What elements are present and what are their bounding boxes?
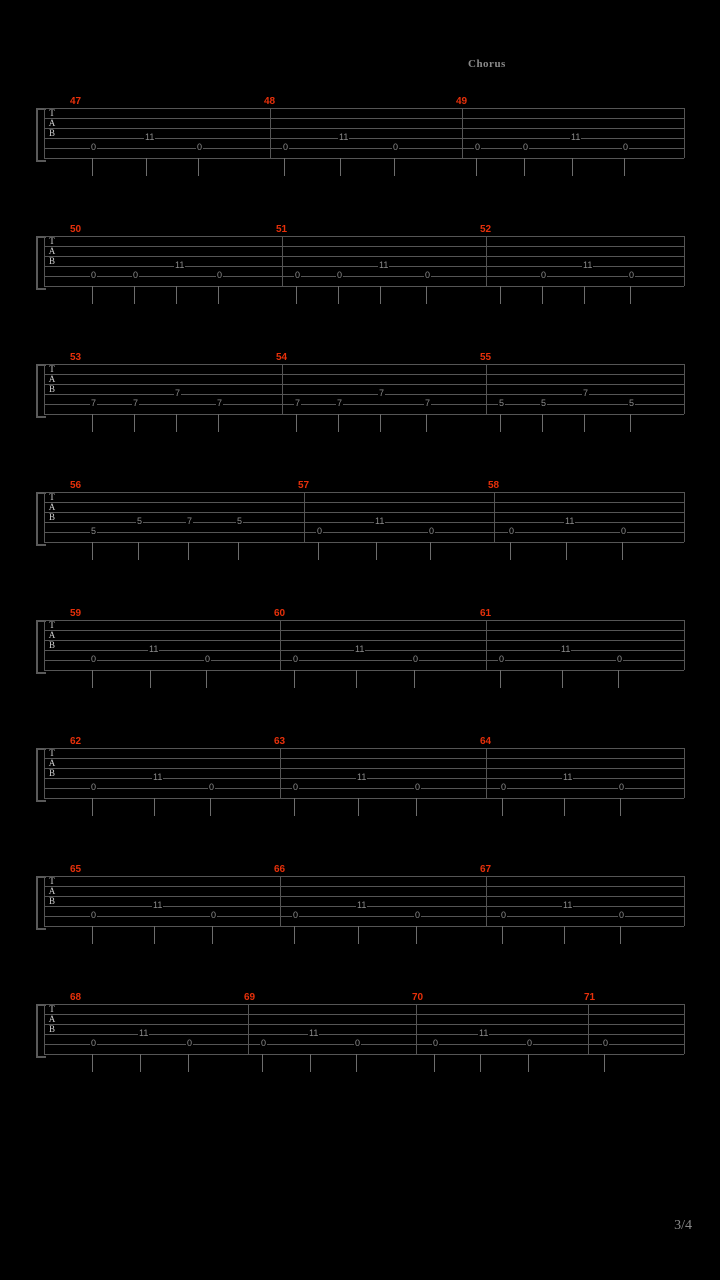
- barline: [282, 364, 283, 414]
- tab-system: [36, 352, 684, 442]
- note-stem: [500, 286, 501, 304]
- note-stem: [426, 286, 427, 304]
- tab-note: 11: [355, 644, 365, 654]
- tab-clef-letter: A: [48, 758, 56, 768]
- measure-number: 48: [264, 96, 276, 107]
- note-stem: [356, 670, 357, 688]
- barline: [684, 1004, 685, 1054]
- staff-line: [44, 758, 684, 759]
- measure-number: 54: [276, 352, 288, 363]
- note-stem: [338, 414, 339, 432]
- tab-clef-letter: T: [49, 108, 55, 118]
- note-stem: [210, 798, 211, 816]
- note-stem: [480, 1054, 481, 1072]
- tab-note: 11: [339, 132, 349, 142]
- measure-number: 62: [70, 736, 82, 747]
- tab-clef-letter: B: [48, 128, 55, 138]
- barline: [462, 108, 463, 158]
- note-stem: [564, 926, 565, 944]
- tab-note: 11: [583, 260, 593, 270]
- note-stem: [500, 414, 501, 432]
- tab-note: 0: [541, 270, 547, 280]
- staff-line: [44, 286, 684, 287]
- staff-line: [44, 404, 684, 405]
- tab-note: 5: [629, 398, 635, 408]
- tab-note: 11: [479, 1028, 489, 1038]
- tab-note: 11: [565, 516, 575, 526]
- note-stem: [566, 542, 567, 560]
- measure-number: 60: [274, 608, 286, 619]
- tab-note: 0: [295, 270, 301, 280]
- note-stem: [294, 926, 295, 944]
- tab-note: 0: [197, 142, 203, 152]
- staff-line: [44, 384, 684, 385]
- tab-note: 7: [187, 516, 193, 526]
- barline: [44, 748, 45, 798]
- staff-line: [44, 118, 684, 119]
- note-stem: [92, 670, 93, 688]
- barline: [684, 236, 685, 286]
- staff-line: [44, 886, 684, 887]
- tab-note: 0: [619, 782, 625, 792]
- tab-note: 0: [415, 782, 421, 792]
- staff-line: [44, 748, 684, 749]
- tab-note: 0: [429, 526, 435, 536]
- note-stem: [92, 542, 93, 560]
- tab-note: 5: [541, 398, 547, 408]
- tab-note: 11: [571, 132, 581, 142]
- barline: [282, 236, 283, 286]
- tab-note: 0: [523, 142, 529, 152]
- barline: [684, 620, 685, 670]
- barline: [494, 492, 495, 542]
- tab-note: 7: [217, 398, 223, 408]
- note-stem: [394, 158, 395, 176]
- tab-note: 0: [209, 782, 215, 792]
- note-stem: [624, 158, 625, 176]
- note-stem: [476, 158, 477, 176]
- note-stem: [318, 542, 319, 560]
- note-stem: [296, 414, 297, 432]
- barline: [684, 748, 685, 798]
- note-stem: [380, 286, 381, 304]
- note-stem: [134, 286, 135, 304]
- tab-note: 0: [617, 654, 623, 664]
- tab-note: 0: [393, 142, 399, 152]
- staff-line: [44, 138, 684, 139]
- tab-note: 0: [355, 1038, 361, 1048]
- barline: [486, 748, 487, 798]
- measure-number: 66: [274, 864, 286, 875]
- tab-note: 0: [205, 654, 211, 664]
- tab-clef-letter: B: [48, 640, 55, 650]
- tab-note: 0: [425, 270, 431, 280]
- note-stem: [92, 926, 93, 944]
- tab-note: 0: [283, 142, 289, 152]
- tab-note: 11: [149, 644, 159, 654]
- tab-note: 0: [217, 270, 223, 280]
- measure-number: 68: [70, 992, 82, 1003]
- staff-line: [44, 620, 684, 621]
- tab-note: 11: [375, 516, 385, 526]
- tab-note: 5: [137, 516, 143, 526]
- staff-line: [44, 148, 684, 149]
- tab-note: 0: [293, 782, 299, 792]
- tab-clef-letter: B: [48, 384, 55, 394]
- barline: [304, 492, 305, 542]
- tab-note: 7: [295, 398, 301, 408]
- note-stem: [524, 158, 525, 176]
- note-stem: [262, 1054, 263, 1072]
- tab-note: 0: [509, 526, 515, 536]
- note-stem: [140, 1054, 141, 1072]
- note-stem: [176, 286, 177, 304]
- tab-note: 11: [357, 900, 367, 910]
- section-label: Chorus: [468, 58, 506, 70]
- note-stem: [528, 1054, 529, 1072]
- note-stem: [188, 542, 189, 560]
- tab-clef-letter: A: [48, 246, 56, 256]
- note-stem: [434, 1054, 435, 1072]
- tab-note: 5: [91, 526, 97, 536]
- tab-note: 0: [91, 1038, 97, 1048]
- note-stem: [358, 926, 359, 944]
- staff-line: [44, 374, 684, 375]
- measure-number: 56: [70, 480, 82, 491]
- measure-number: 50: [70, 224, 82, 235]
- tab-note: 0: [317, 526, 323, 536]
- barline: [280, 620, 281, 670]
- note-stem: [154, 798, 155, 816]
- tab-clef-letter: A: [48, 374, 56, 384]
- tab-note: 0: [91, 142, 97, 152]
- barline: [486, 620, 487, 670]
- measure-number: 70: [412, 992, 424, 1003]
- tab-clef-letter: A: [48, 1014, 56, 1024]
- tab-note: 0: [413, 654, 419, 664]
- note-stem: [218, 414, 219, 432]
- barline: [588, 1004, 589, 1054]
- staff-line: [44, 364, 684, 365]
- note-stem: [92, 414, 93, 432]
- tab-note: 11: [563, 772, 573, 782]
- note-stem: [188, 1054, 189, 1072]
- tab-system: [36, 96, 684, 186]
- tab-clef-letter: B: [48, 256, 55, 266]
- barline: [44, 364, 45, 414]
- note-stem: [146, 158, 147, 176]
- tab-note: 0: [91, 910, 97, 920]
- note-stem: [502, 926, 503, 944]
- note-stem: [198, 158, 199, 176]
- note-stem: [620, 926, 621, 944]
- tab-note: 0: [527, 1038, 533, 1048]
- staff-line: [44, 128, 684, 129]
- note-stem: [502, 798, 503, 816]
- note-stem: [630, 286, 631, 304]
- tab-note: 7: [133, 398, 139, 408]
- tab-clef-letter: A: [48, 630, 56, 640]
- note-stem: [584, 414, 585, 432]
- tab-system: [36, 224, 684, 314]
- note-stem: [414, 670, 415, 688]
- staff-line: [44, 246, 684, 247]
- tab-system: [36, 736, 684, 826]
- tab-note: 0: [91, 270, 97, 280]
- tab-note: 11: [153, 772, 163, 782]
- tab-note: 0: [337, 270, 343, 280]
- tab-note: 0: [619, 910, 625, 920]
- tab-system: [36, 480, 684, 570]
- barline: [684, 364, 685, 414]
- staff-line: [44, 502, 684, 503]
- measure-number: 57: [298, 480, 310, 491]
- tab-clef-letter: T: [49, 748, 55, 758]
- tab-clef: [46, 108, 58, 158]
- tab-clef: [46, 1004, 58, 1054]
- note-stem: [356, 1054, 357, 1072]
- tab-clef-letter: T: [49, 492, 55, 502]
- barline: [44, 108, 45, 158]
- tab-clef-letter: T: [49, 1004, 55, 1014]
- barline: [44, 236, 45, 286]
- staff-line: [44, 896, 684, 897]
- tab-note: 0: [475, 142, 481, 152]
- tab-note: 0: [621, 526, 627, 536]
- staff-line: [44, 158, 684, 159]
- tab-note: 11: [561, 644, 571, 654]
- tab-note: 0: [187, 1038, 193, 1048]
- note-stem: [294, 670, 295, 688]
- tab-clef: [46, 876, 58, 926]
- measure-number: 49: [456, 96, 468, 107]
- note-stem: [206, 670, 207, 688]
- barline: [44, 1004, 45, 1054]
- tab-note: 0: [91, 654, 97, 664]
- note-stem: [584, 286, 585, 304]
- tab-note: 0: [293, 654, 299, 664]
- tab-note: 5: [499, 398, 505, 408]
- note-stem: [430, 542, 431, 560]
- note-stem: [426, 414, 427, 432]
- tab-clef: [46, 492, 58, 542]
- tab-note: 7: [337, 398, 343, 408]
- barline: [684, 108, 685, 158]
- note-stem: [338, 286, 339, 304]
- tab-note: 0: [501, 910, 507, 920]
- staff-line: [44, 916, 684, 917]
- staff-line: [44, 108, 684, 109]
- staff-line: [44, 630, 684, 631]
- barline: [486, 876, 487, 926]
- note-stem: [150, 670, 151, 688]
- measure-number: 58: [488, 480, 500, 491]
- tab-note: 0: [623, 142, 629, 152]
- tab-note: 7: [583, 388, 589, 398]
- note-stem: [92, 1054, 93, 1072]
- staff-line: [44, 492, 684, 493]
- measure-number: 67: [480, 864, 492, 875]
- note-stem: [92, 798, 93, 816]
- tab-clef-letter: A: [48, 118, 56, 128]
- note-stem: [500, 670, 501, 688]
- tab-note: 0: [603, 1038, 609, 1048]
- note-stem: [376, 542, 377, 560]
- staff-line: [44, 926, 684, 927]
- barline: [44, 492, 45, 542]
- tab-note: 11: [379, 260, 389, 270]
- tab-clef-letter: T: [49, 364, 55, 374]
- note-stem: [340, 158, 341, 176]
- note-stem: [92, 286, 93, 304]
- barline: [486, 364, 487, 414]
- measure-number: 53: [70, 352, 82, 363]
- measure-number: 64: [480, 736, 492, 747]
- tab-note: 7: [379, 388, 385, 398]
- note-stem: [92, 158, 93, 176]
- note-stem: [416, 798, 417, 816]
- tab-note: 0: [211, 910, 217, 920]
- measure-number: 63: [274, 736, 286, 747]
- tab-clef: [46, 620, 58, 670]
- measure-number: 65: [70, 864, 82, 875]
- staff-line: [44, 414, 684, 415]
- tab-system: [36, 608, 684, 698]
- tab-note: 0: [629, 270, 635, 280]
- tab-note: 11: [175, 260, 185, 270]
- staff-line: [44, 276, 684, 277]
- note-stem: [296, 286, 297, 304]
- note-stem: [134, 414, 135, 432]
- tab-note: 0: [261, 1038, 267, 1048]
- barline: [416, 1004, 417, 1054]
- barline: [684, 876, 685, 926]
- tab-clef-letter: T: [49, 236, 55, 246]
- tab-clef-letter: T: [49, 620, 55, 630]
- tab-note: 0: [433, 1038, 439, 1048]
- note-stem: [604, 1054, 605, 1072]
- barline: [684, 492, 685, 542]
- tab-note: 7: [175, 388, 181, 398]
- tab-note: 11: [153, 900, 163, 910]
- tab-note: 0: [501, 782, 507, 792]
- note-stem: [212, 926, 213, 944]
- measure-number: 47: [70, 96, 82, 107]
- note-stem: [238, 542, 239, 560]
- tab-clef-letter: B: [48, 896, 55, 906]
- tab-clef: [46, 748, 58, 798]
- note-stem: [310, 1054, 311, 1072]
- barline: [270, 108, 271, 158]
- measure-number: 69: [244, 992, 256, 1003]
- measure-number: 51: [276, 224, 288, 235]
- tab-note: 0: [499, 654, 505, 664]
- tab-note: 0: [415, 910, 421, 920]
- tab-clef: [46, 236, 58, 286]
- note-stem: [542, 286, 543, 304]
- staff-line: [44, 768, 684, 769]
- note-stem: [630, 414, 631, 432]
- note-stem: [218, 286, 219, 304]
- tab-note: 7: [91, 398, 97, 408]
- note-stem: [562, 670, 563, 688]
- tab-note: 5: [237, 516, 243, 526]
- tab-clef: [46, 364, 58, 414]
- staff-line: [44, 532, 684, 533]
- note-stem: [618, 670, 619, 688]
- tab-staff: [44, 108, 684, 158]
- tab-note: 0: [293, 910, 299, 920]
- barline: [280, 748, 281, 798]
- tab-note: 11: [139, 1028, 149, 1038]
- tab-system: [36, 992, 684, 1082]
- note-stem: [416, 926, 417, 944]
- barline: [486, 236, 487, 286]
- note-stem: [138, 542, 139, 560]
- note-stem: [542, 414, 543, 432]
- tab-clef-letter: B: [48, 512, 55, 522]
- barline: [44, 876, 45, 926]
- note-stem: [294, 798, 295, 816]
- tab-clef-letter: B: [48, 768, 55, 778]
- note-stem: [564, 798, 565, 816]
- tab-system: [36, 864, 684, 954]
- barline: [44, 620, 45, 670]
- staff-line: [44, 236, 684, 237]
- staff-line: [44, 788, 684, 789]
- staff-line: [44, 256, 684, 257]
- note-stem: [284, 158, 285, 176]
- tab-note: 11: [309, 1028, 319, 1038]
- tab-note: 0: [133, 270, 139, 280]
- tab-clef-letter: B: [48, 1024, 55, 1034]
- tab-note: 11: [145, 132, 155, 142]
- note-stem: [176, 414, 177, 432]
- barline: [280, 876, 281, 926]
- note-stem: [620, 798, 621, 816]
- measure-number: 52: [480, 224, 492, 235]
- staff-line: [44, 640, 684, 641]
- tab-clef-letter: T: [49, 876, 55, 886]
- note-stem: [622, 542, 623, 560]
- page-number: 3/4: [674, 1218, 692, 1233]
- staff-line: [44, 542, 684, 543]
- measure-number: 55: [480, 352, 492, 363]
- measure-number: 61: [480, 608, 492, 619]
- tab-note: 0: [91, 782, 97, 792]
- note-stem: [380, 414, 381, 432]
- tab-note: 11: [563, 900, 573, 910]
- tab-clef-letter: A: [48, 502, 56, 512]
- measure-number: 71: [584, 992, 596, 1003]
- tab-note: 11: [357, 772, 367, 782]
- note-stem: [154, 926, 155, 944]
- tab-clef-letter: A: [48, 886, 56, 896]
- staff-line: [44, 670, 684, 671]
- staff-line: [44, 512, 684, 513]
- staff-line: [44, 660, 684, 661]
- measure-number: 59: [70, 608, 82, 619]
- note-stem: [572, 158, 573, 176]
- barline: [248, 1004, 249, 1054]
- note-stem: [358, 798, 359, 816]
- tab-note: 7: [425, 398, 431, 408]
- note-stem: [510, 542, 511, 560]
- staff-line: [44, 876, 684, 877]
- staff-line: [44, 798, 684, 799]
